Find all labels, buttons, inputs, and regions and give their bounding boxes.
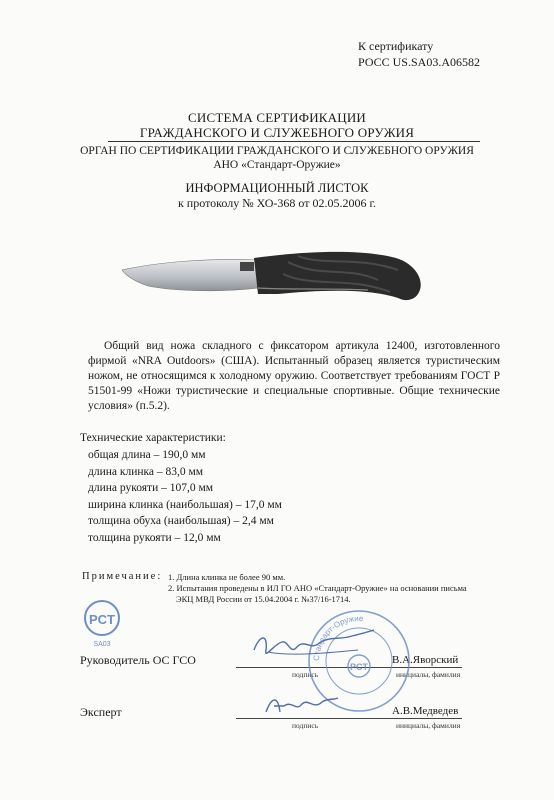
expert-name: А.В.Медведев <box>392 705 459 717</box>
svg-text:PCT: PCT <box>89 612 115 627</box>
note-1: 1. Длина клинка не более 90 мм. <box>168 572 286 582</box>
spec-item: толщина рукояти – 12,0 мм <box>88 531 221 544</box>
head-label: Руководитель ОС ГСО <box>80 653 196 667</box>
svg-text:PCT: PCT <box>350 662 368 672</box>
spec-item: длина клинка – 83,0 мм <box>88 465 204 478</box>
note-2-continued: ЭКЦ МВД России от 15.04.2004 г. №37/16-1714. <box>176 594 351 604</box>
spec-item: длина рукояти – 107,0 мм <box>88 482 214 495</box>
ref-line-1: К сертификату <box>358 39 434 53</box>
head-name-caption: инициалы, фамилия <box>396 670 461 679</box>
expert-name-caption: инициалы, фамилия <box>396 721 461 730</box>
specs-title: Технические характеристики: <box>80 432 226 444</box>
header-divider <box>108 141 480 142</box>
specs-list <box>88 447 282 547</box>
note-2: 2. Испытания проведены в ИЛ ГО АНО «Стандарт-Оружие» на основании письма <box>168 583 467 593</box>
notes-block <box>168 572 508 605</box>
stamp-text: Стандарт-Оружие <box>311 613 364 662</box>
spec-item: общая длина – 190,0 мм <box>88 449 206 461</box>
expert-label: Эксперт <box>80 705 122 719</box>
organ-line-1: ОРГАН ПО СЕРТИФИКАЦИИ ГРАЖДАНСКОГО И СЛУЖЕБНОГО ОРУЖИЯ <box>80 145 474 157</box>
spec-item: ширина клинка (наибольшая) – 17,0 мм <box>88 498 282 511</box>
expert-sign-caption: подпись <box>292 721 319 730</box>
system-line-1: СИСТЕМА СЕРТИФИКАЦИИ <box>187 110 367 125</box>
ref-line-2: РОСС US.SA03.A06582 <box>358 55 480 69</box>
knife-description <box>88 339 500 414</box>
info-sheet-subtitle: к протоколу № ХО-368 от 02.05.2006 г. <box>177 196 377 210</box>
knife-image <box>118 248 428 318</box>
info-sheet-title: ИНФОРМАЦИОННЫЙ ЛИСТОК <box>185 181 369 195</box>
organ-line-2: АНО «Стандарт-Оружие» <box>213 159 341 171</box>
note-label: Примечание: <box>82 571 163 582</box>
small-seal-code: SA03 <box>93 641 111 648</box>
head-name: В.А.Яворский <box>392 654 459 666</box>
description-text: Общий вид ножа складного с фиксатором артикула 12400, изготовленного фирмой «NRA Outdoors» (США). Испытанный образец является туристическим ножом, не относящимся к холодному оружию. Соответствует требованиям ГОСТ Р 51501-99 «Ножи туристические и специальные спортивные. Общие технические условия» (п.5.2). <box>88 340 500 412</box>
certificate-reference <box>358 38 480 70</box>
head-sign-caption: подпись <box>292 670 319 679</box>
system-line-2: ГРАЖДАНСКОГО И СЛУЖЕБНОГО ОРУЖИЯ <box>139 125 415 140</box>
spec-item: толщина обуха (наибольшая) – 2,4 мм <box>88 515 274 528</box>
head-signature-icon <box>248 620 378 670</box>
system-title <box>0 110 554 140</box>
certification-mark-icon <box>80 598 124 650</box>
organ-title <box>0 144 554 172</box>
expert-signature-icon <box>262 690 342 720</box>
